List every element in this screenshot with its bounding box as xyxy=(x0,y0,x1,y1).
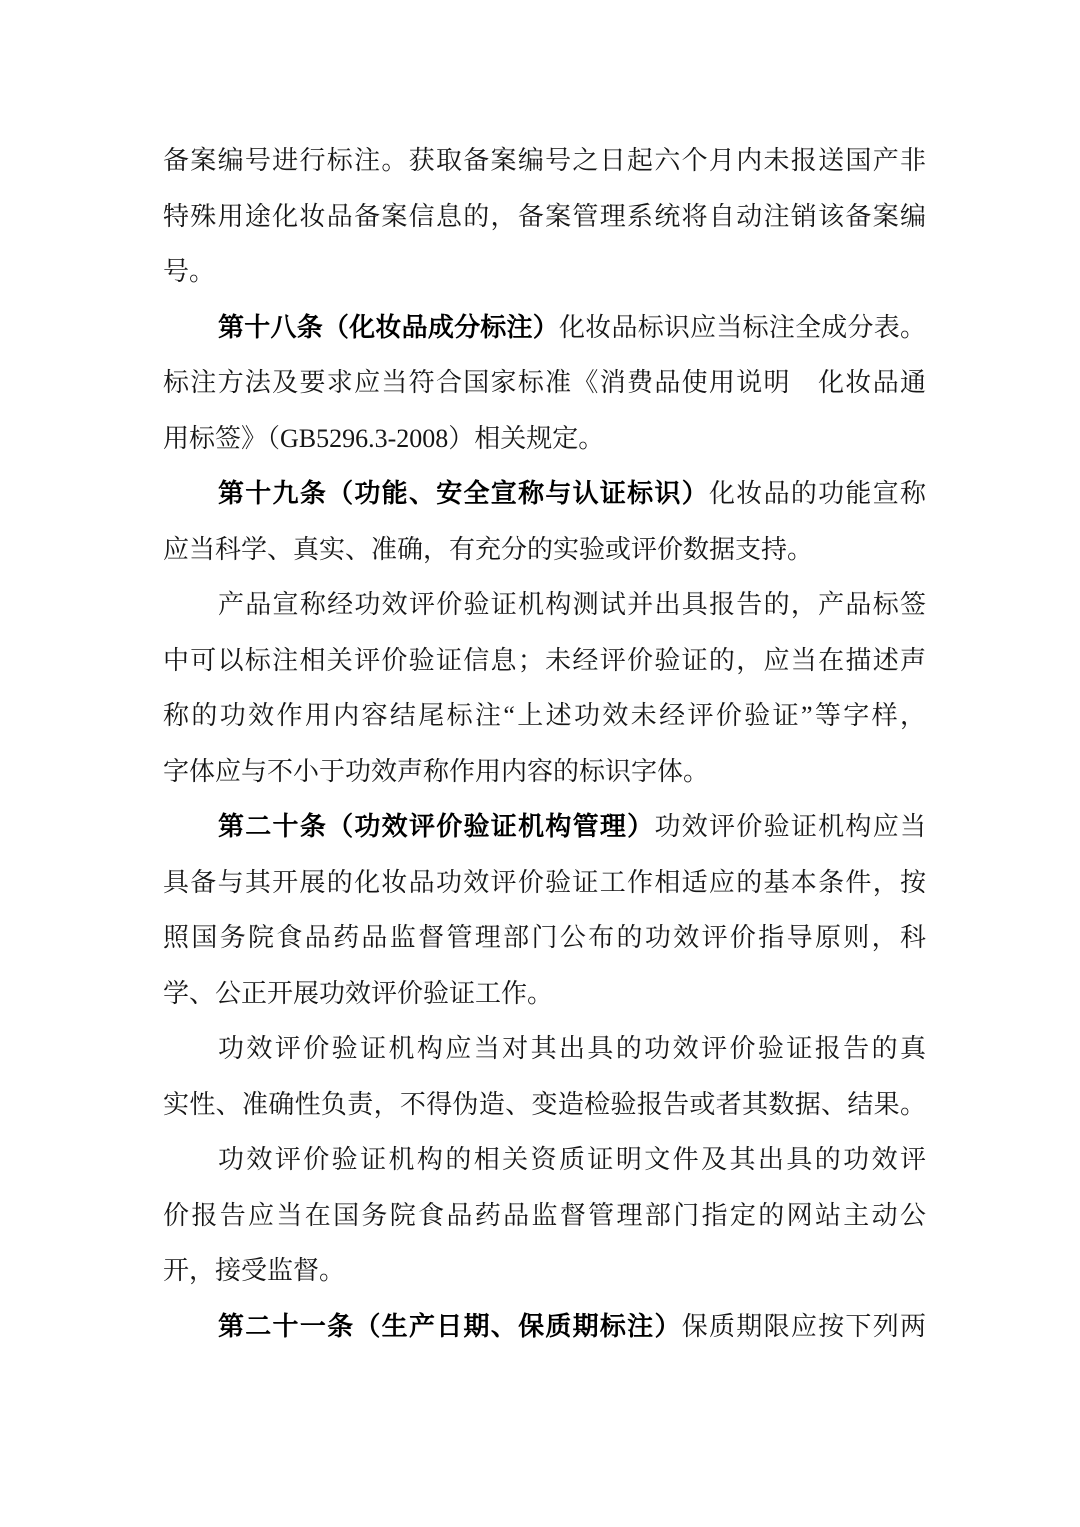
text-run: 产品宣称经功效评价验证机构测试并出具报告的，产品标签 xyxy=(218,590,926,619)
text-run: 保质期限应按下列两 xyxy=(681,1311,926,1341)
text-run: 号。 xyxy=(163,257,216,286)
article-heading-run: 第二十条（功效评价验证机构管理） xyxy=(218,811,655,841)
text-line xyxy=(163,411,926,467)
text-run: 字体应与不小于功效声称作用内容的标识字体。 xyxy=(163,756,710,786)
text-run: 特殊用途化妆品备案信息的，备案管理系统将自动注销该备案编 xyxy=(163,201,926,231)
article-heading-run: 第十九条（功能、安全宣称与认证标识） xyxy=(218,478,710,508)
text-run: 价报告应当在国务院食品药品监督管理部门指定的网站主动公 xyxy=(163,1200,926,1230)
text-run: 实性、准确性负责，不得伪造、变造检验报告或者其数据、结果。 xyxy=(163,1089,926,1119)
text-run: 功效评价验证机构应当 xyxy=(654,812,926,841)
text-line xyxy=(163,133,926,189)
text-run: 标注方法及要求应当符合国家标准《消费品使用说明 化妆品通 xyxy=(163,368,926,397)
text-run: 开，接受监督。 xyxy=(163,1256,346,1285)
text-line xyxy=(163,355,926,411)
text-run: 学、公正开展功效评价验证工作。 xyxy=(163,978,554,1008)
text-run: 应当科学、真实、准确，有充分的实验或评价数据支持。 xyxy=(163,534,814,564)
text-line xyxy=(163,633,926,689)
text-run: 照国务院食品药品监督管理部门公布的功效评价指导原则，科 xyxy=(163,923,926,952)
text-run: 中可以标注相关评价验证信息；未经评价验证的，应当在描述声 xyxy=(163,645,926,675)
text-line xyxy=(163,966,926,1022)
text-run: 化妆品标识应当标注全成分表。 xyxy=(559,312,926,342)
text-line xyxy=(163,189,926,245)
text-line xyxy=(163,300,926,356)
text-line xyxy=(163,577,926,633)
text-run: 功效评价验证机构应当对其出具的功效评价验证报告的真 xyxy=(218,1034,926,1063)
document-text-block xyxy=(163,133,926,1354)
text-line xyxy=(163,1077,926,1133)
text-line xyxy=(163,910,926,966)
text-line xyxy=(163,522,926,578)
text-line xyxy=(163,1132,926,1188)
text-run: 具备与其开展的化妆品功效评价验证工作相适应的基本条件，按 xyxy=(163,867,926,897)
text-run: 称的功效作用内容结尾标注“上述功效未经评价验证”等字样， xyxy=(163,701,926,730)
text-line xyxy=(163,1188,926,1244)
article-heading-run: 第十八条（化妆品成分标注） xyxy=(218,311,559,342)
text-line xyxy=(163,855,926,911)
text-run: 备案编号进行标注。获取备案编号之日起六个月内未报送国产非 xyxy=(163,146,926,175)
text-line xyxy=(163,799,926,855)
text-line xyxy=(163,1243,926,1299)
text-line xyxy=(163,1021,926,1077)
text-line xyxy=(163,244,926,300)
text-line xyxy=(163,1299,926,1355)
text-line xyxy=(163,466,926,522)
text-line xyxy=(163,688,926,744)
article-heading-run: 第二十一条（生产日期、保质期标注） xyxy=(218,1310,682,1341)
text-run: 用标签》（GB5296.3-2008）相关规定。 xyxy=(163,423,605,453)
text-run: 化妆品的功能宣称 xyxy=(709,479,926,508)
text-run: 功效评价验证机构的相关资质证明文件及其出具的功效评 xyxy=(218,1145,926,1174)
text-line xyxy=(163,744,926,800)
